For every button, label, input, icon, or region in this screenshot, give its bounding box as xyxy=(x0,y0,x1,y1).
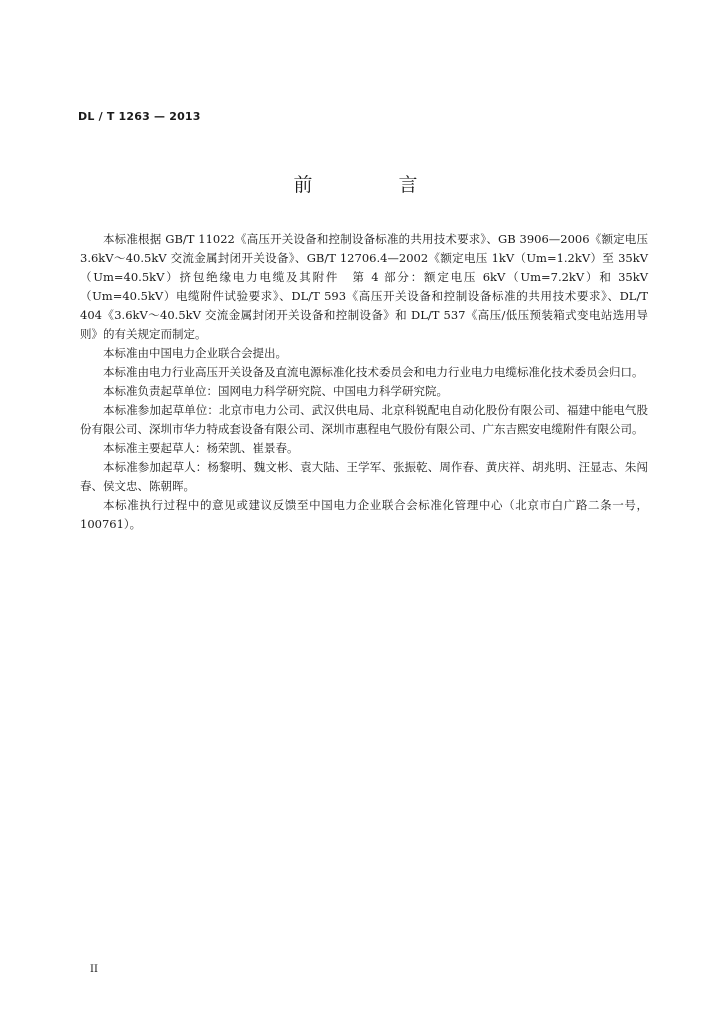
paragraph-participating-authors: 本标准参加起草人：杨黎明、魏文彬、袁大陆、王学军、张振乾、周作春、黄庆祥、胡兆明、汪显志、朱闯春、侯文忠、陈朝晖。 xyxy=(80,460,648,493)
page-title: 前 言 xyxy=(293,174,458,196)
paragraph-lead-drafters: 本标准负责起草单位：国网电力科学研究院、中国电力科学研究院。 xyxy=(103,384,448,398)
paragraph-committee: 本标准由电力行业高压开关设备及直流电源标准化技术委员会和电力行业电力电缆标准化技术委员会归口。 xyxy=(103,365,644,379)
paragraph-basis: 本标准根据 GB/T 11022《高压开关设备和控制设备标准的共用技术要求》、GB 3906—2006《额定电压 3.6kV～40.5kV 交流金属封闭开关设备》、GB/T 12706.4—2002《额定电压 1kV（Um=1.2kV）至 35kV（Um=40.5kV）挤包绝缘电力电缆及其附件 第 4 部分：额定电压 6kV（Um=7.2kV）和 35kV（Um=40.5kV）电缆附件试验要求》、DL/T 593《高压开关设备和控制设备标准的共用技术要求》、DL/T 404《3.6kV～40.5kV 交流金属封闭开关设备和控制设备》和 DL/T 537《高压/低压预装箱式变电站选用导则》的有关规定而制定。 xyxy=(80,232,648,341)
foreword-body xyxy=(80,230,648,534)
paragraph-proposer: 本标准由中国电力企业联合会提出。 xyxy=(103,346,287,360)
standard-code-header: DL / T 1263 — 2013 xyxy=(78,110,201,123)
paragraph-main-authors: 本标准主要起草人：杨荣凯、崔景春。 xyxy=(103,441,299,455)
paragraph-feedback: 本标准执行过程中的意见或建议反馈至中国电力企业联合会标准化管理中心（北京市白广路二条一号，100761）。 xyxy=(80,498,648,531)
page-number: II xyxy=(90,964,98,975)
paragraph-participating-units: 本标准参加起草单位：北京市电力公司、武汉供电局、北京科锐配电自动化股份有限公司、福建中能电气股份有限公司、深圳市华力特成套设备有限公司、深圳市惠程电气股份有限公司、广东吉熙安电缆附件有限公司。 xyxy=(80,403,648,436)
